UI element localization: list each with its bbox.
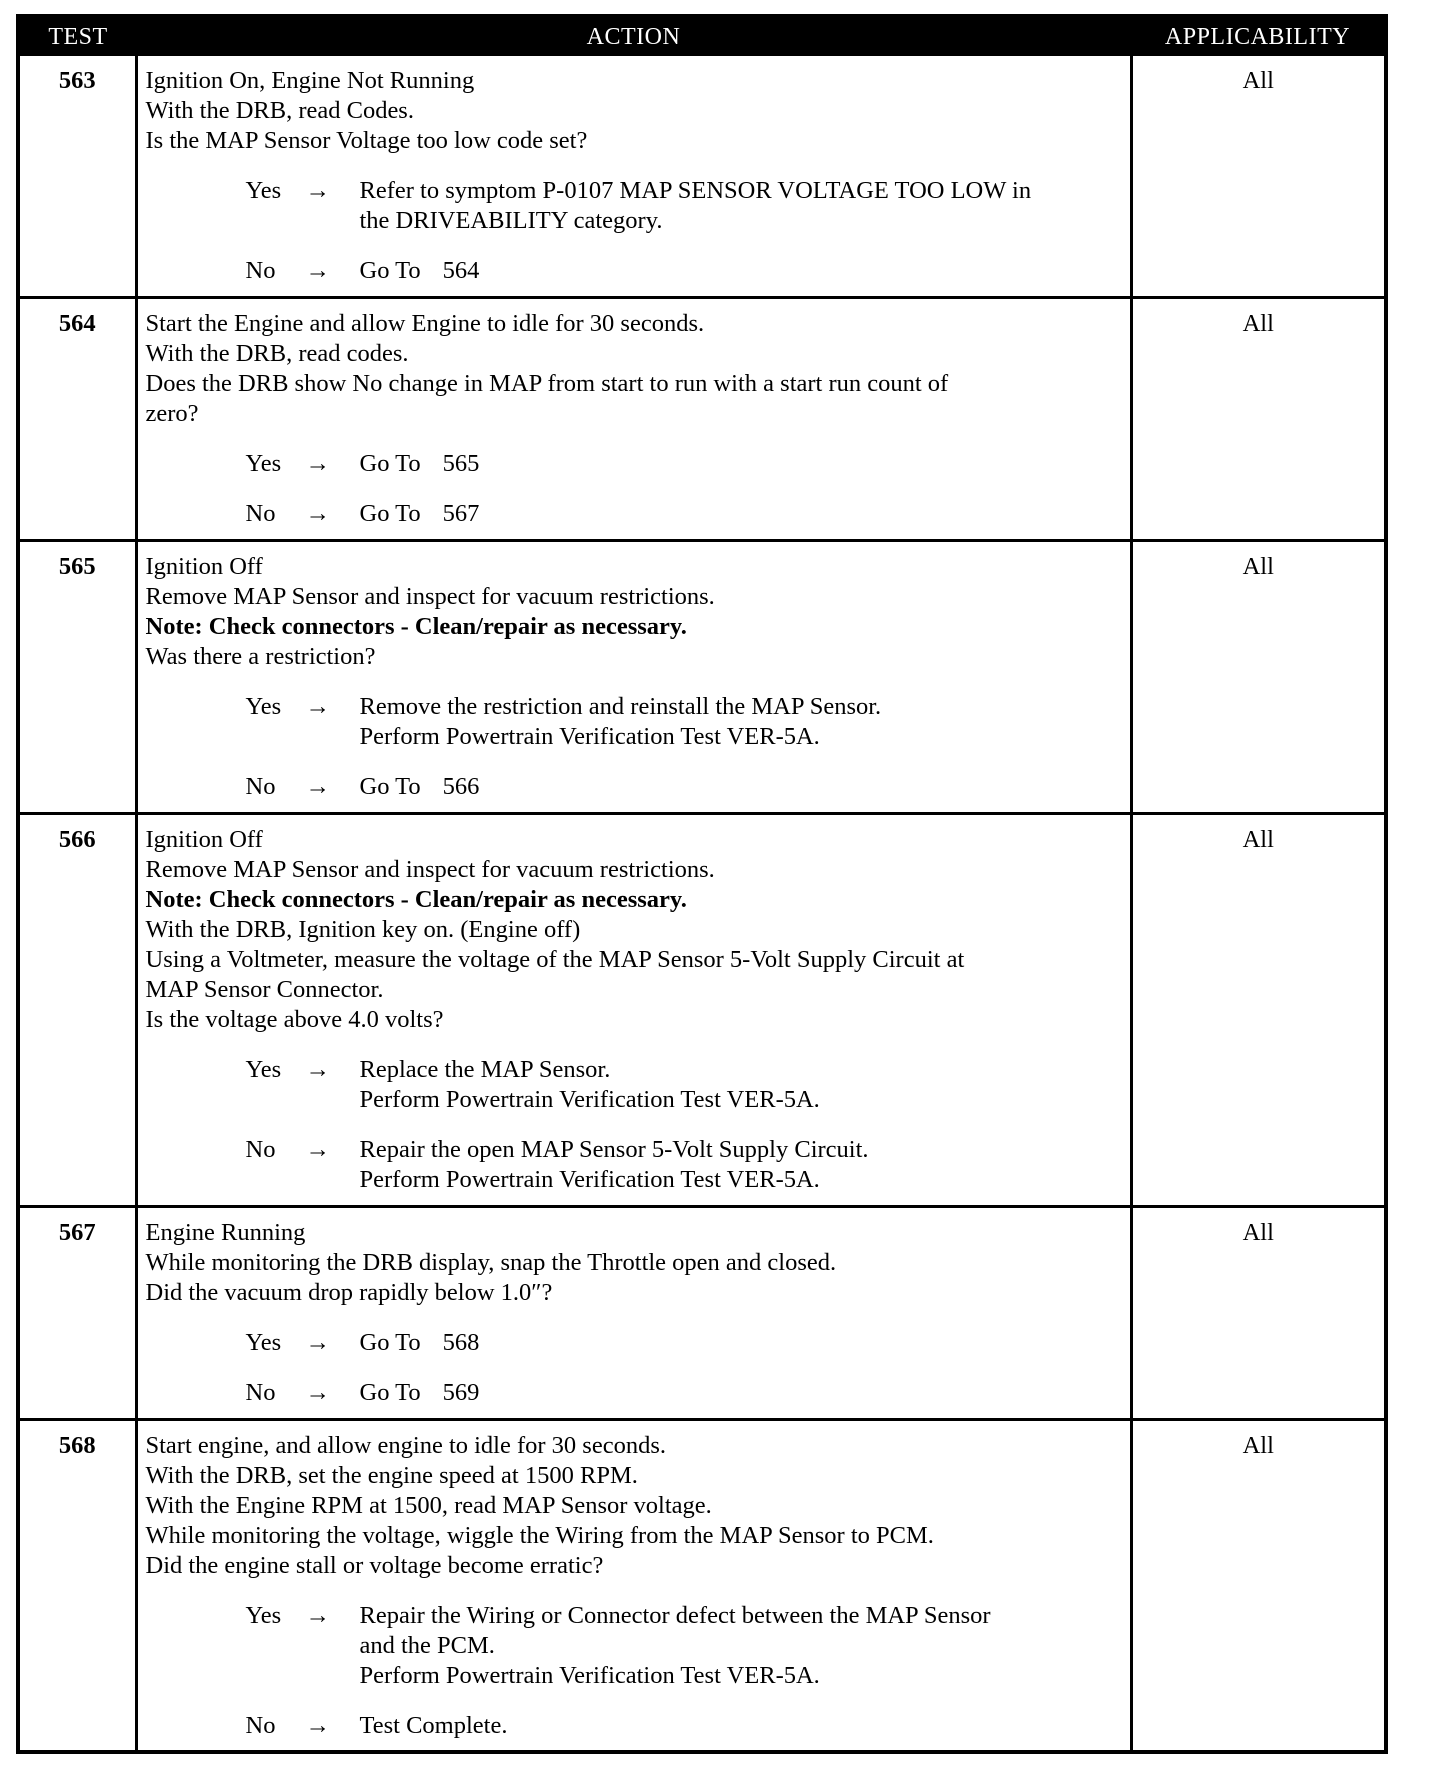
applicability-cell: All — [1242, 67, 1274, 94]
arrow-right-icon: → — [305, 1602, 330, 1629]
action-cell — [136, 1420, 1131, 1752]
answer-option — [146, 1328, 1124, 1358]
goto-test-number: 569 — [442, 1379, 480, 1406]
answer-label: No — [245, 500, 276, 527]
result-line: Repair the open MAP Sensor 5-Volt Supply Circuit. — [359, 1136, 869, 1163]
answer-result — [360, 1055, 1124, 1115]
action-note: Note: Check connectors - Clean/repair as necessary. — [145, 886, 687, 913]
result-line: Replace the MAP Sensor. — [359, 1056, 611, 1083]
answer-label: Yes — [245, 693, 282, 720]
answer-result — [360, 772, 1124, 802]
answer-option — [146, 1711, 1124, 1741]
table-row — [20, 1420, 1384, 1752]
action-line: Is the voltage above 4.0 volts? — [145, 1006, 444, 1033]
action-cell — [136, 56, 1131, 298]
answer-label: Yes — [245, 1602, 282, 1629]
action-line: Does the DRB show No change in MAP from start to run with a start run count of — [145, 370, 949, 397]
action-line: Was there a restriction? — [145, 643, 376, 670]
arrow-right-icon: → — [305, 693, 330, 720]
action-line: While monitoring the voltage, wiggle the Wiring from the MAP Sensor to PCM. — [145, 1522, 934, 1549]
goto-label: Go To — [359, 500, 421, 527]
result-line: Perform Powertrain Verification Test VER-5A. — [359, 1086, 820, 1113]
result-line: and the PCM. — [359, 1632, 495, 1659]
arrow-right-icon: → — [305, 500, 330, 527]
arrow-right-icon: → — [305, 1136, 330, 1163]
table-row — [20, 298, 1384, 541]
action-line: With the DRB, set the engine speed at 1500 RPM. — [145, 1462, 638, 1489]
arrow-right-icon: → — [305, 450, 330, 477]
goto-test-number: 567 — [442, 500, 480, 527]
action-cell — [136, 541, 1131, 814]
answer-result — [360, 256, 1124, 286]
diagnostic-test-table — [20, 18, 1384, 1751]
answer-label: Yes — [245, 1329, 282, 1356]
action-line: Remove MAP Sensor and inspect for vacuum restrictions. — [145, 856, 715, 883]
action-line: Using a Voltmeter, measure the voltage of the MAP Sensor 5-Volt Supply Circuit at — [145, 946, 965, 973]
table-row — [20, 1207, 1384, 1420]
result-line: Perform Powertrain Verification Test VER-5A. — [359, 1662, 820, 1689]
action-line: With the DRB, Ignition key on. (Engine off) — [145, 916, 581, 943]
applicability-cell: All — [1131, 1207, 1384, 1420]
action-line: Ignition Off — [145, 553, 263, 580]
header-action: ACTION — [136, 18, 1131, 56]
table-row — [20, 814, 1384, 1207]
goto-label: Go To — [359, 773, 421, 800]
arrow-right-icon: → — [305, 1056, 330, 1083]
answer-label: No — [245, 1136, 276, 1163]
arrow-right-icon: → — [305, 257, 330, 284]
answer-option — [146, 499, 1124, 529]
result-line: Perform Powertrain Verification Test VER-5A. — [359, 1166, 820, 1193]
answer-result — [360, 692, 1124, 752]
test-number: 563 — [20, 56, 136, 298]
result-line: Test Complete. — [359, 1712, 508, 1739]
answer-result — [360, 499, 1124, 529]
table-body — [20, 56, 1384, 1751]
action-cell — [136, 1207, 1131, 1420]
action-line: Ignition Off — [145, 826, 263, 853]
test-number: 565 — [20, 541, 136, 814]
arrow-right-icon: → — [305, 1329, 330, 1356]
goto-label: Go To — [359, 1329, 421, 1356]
action-line: zero? — [145, 400, 199, 427]
answer-label: No — [245, 773, 276, 800]
result-line: Perform Powertrain Verification Test VER-5A. — [359, 723, 820, 750]
action-cell — [136, 298, 1131, 541]
answer-result — [360, 449, 1124, 479]
answer-label: Yes — [245, 450, 282, 477]
answer-option — [146, 772, 1124, 802]
applicability-cell: All — [1131, 1420, 1384, 1752]
test-number: 564 — [20, 298, 136, 541]
action-note: Note: Check connectors - Clean/repair as necessary. — [145, 613, 687, 640]
goto-test-number: 564 — [442, 257, 480, 284]
result-line: Remove the restriction and reinstall the MAP Sensor. — [359, 693, 882, 720]
goto-test-number: 565 — [442, 450, 480, 477]
action-line: Remove MAP Sensor and inspect for vacuum restrictions. — [145, 583, 715, 610]
goto-label: Go To — [359, 257, 421, 284]
arrow-right-icon: → — [305, 177, 330, 204]
answer-option — [146, 1055, 1124, 1115]
table-header-row — [20, 18, 1384, 56]
test-number: 566 — [20, 814, 136, 1207]
answer-option — [146, 692, 1124, 752]
answer-label: No — [245, 1712, 276, 1739]
applicability-cell: All — [1131, 298, 1384, 541]
answer-result — [360, 1601, 1124, 1691]
answer-label: Yes — [245, 177, 282, 204]
answer-option — [146, 1378, 1124, 1408]
answer-result — [360, 1378, 1124, 1408]
header-applicability: APPLICABILITY — [1131, 18, 1384, 56]
answer-result — [360, 1328, 1124, 1358]
answer-option — [146, 1135, 1124, 1195]
goto-test-number: 566 — [442, 773, 480, 800]
answer-result — [360, 176, 1124, 236]
action-line: While monitoring the DRB display, snap the Throttle open and closed. — [145, 1249, 837, 1276]
action-line: Ignition On, Engine Not Running — [145, 67, 475, 94]
answer-result — [360, 1711, 1124, 1741]
diagnostic-table-page — [16, 14, 1388, 1754]
result-line: Refer to symptom P-0107 MAP SENSOR VOLTAGE TOO LOW in — [359, 177, 1032, 204]
action-line: With the Engine RPM at 1500, read MAP Sensor voltage. — [145, 1492, 712, 1519]
action-line: MAP Sensor Connector. — [145, 976, 384, 1003]
answer-option — [146, 449, 1124, 479]
action-line: Did the engine stall or voltage become erratic? — [145, 1552, 604, 1579]
goto-test-number: 568 — [442, 1329, 480, 1356]
applicability-cell: All — [1131, 541, 1384, 814]
action-line: Engine Running — [145, 1219, 306, 1246]
test-number: 567 — [20, 1207, 136, 1420]
action-line: Start engine, and allow engine to idle for 30 seconds. — [145, 1432, 666, 1459]
answer-label: No — [245, 1379, 276, 1406]
answer-label: No — [245, 257, 276, 284]
goto-label: Go To — [359, 450, 421, 477]
answer-option — [146, 256, 1124, 286]
answer-option — [146, 1601, 1124, 1691]
arrow-right-icon: → — [305, 1712, 330, 1739]
action-line: Start the Engine and allow Engine to idle for 30 seconds. — [145, 310, 705, 337]
arrow-right-icon: → — [305, 773, 330, 800]
test-number: 568 — [20, 1420, 136, 1752]
table-row — [20, 56, 1384, 298]
answer-result — [360, 1135, 1124, 1195]
table-row — [20, 541, 1384, 814]
action-line: Did the vacuum drop rapidly below 1.0″? — [145, 1279, 553, 1306]
arrow-right-icon: → — [305, 1379, 330, 1406]
action-line: Is the MAP Sensor Voltage too low code set? — [145, 127, 588, 154]
answer-option — [146, 176, 1124, 236]
goto-label: Go To — [359, 1379, 421, 1406]
header-test: TEST — [20, 18, 136, 56]
action-cell — [136, 814, 1131, 1207]
applicability-cell: All — [1131, 814, 1384, 1207]
result-line: Repair the Wiring or Connector defect between the MAP Sensor — [359, 1602, 991, 1629]
action-line: With the DRB, read codes. — [145, 340, 409, 367]
result-line: the DRIVEABILITY category. — [359, 207, 663, 234]
answer-label: Yes — [245, 1056, 282, 1083]
action-line: With the DRB, read Codes. — [145, 97, 414, 124]
